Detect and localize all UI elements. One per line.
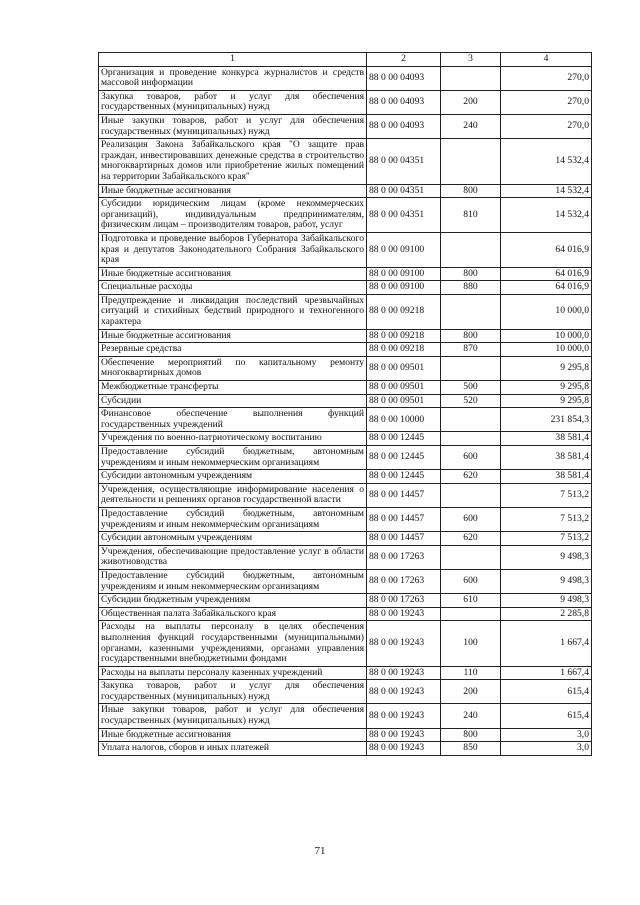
row-code-cell: 88 0 00 19243 xyxy=(367,742,441,756)
row-name-cell: Реализация Закона Забайкальского края "О защите прав граждан, инвестировавших денежные средства в строительство многоквартирных домов или приобретение жилых помещений на территории Забайкальского края" xyxy=(99,139,367,184)
row-expense-type-cell: 870 xyxy=(441,343,501,357)
row-code-cell: 88 0 00 04093 xyxy=(367,114,441,138)
row-amount-cell: 3,0 xyxy=(501,742,592,756)
row-code-cell: 88 0 00 19243 xyxy=(367,607,441,621)
row-code-cell: 88 0 00 04351 xyxy=(367,139,441,184)
row-code-cell: 88 0 00 14457 xyxy=(367,507,441,531)
table-row xyxy=(99,267,592,281)
table-row xyxy=(99,184,592,198)
table-row xyxy=(99,294,592,329)
row-expense-type-cell xyxy=(441,294,501,329)
row-amount-cell: 14 532,4 xyxy=(501,198,592,233)
row-amount-cell: 38 581,4 xyxy=(501,446,592,470)
row-amount-cell: 3,0 xyxy=(501,728,592,742)
row-expense-type-cell xyxy=(441,66,501,90)
row-amount-cell: 10 000,0 xyxy=(501,329,592,343)
table-row xyxy=(99,532,592,546)
row-name-cell: Подготовка и проведение выборов Губернатора Забайкальского края и депутатов Законодательного Собрания Забайкальского края xyxy=(99,232,367,267)
row-code-cell: 88 0 00 09501 xyxy=(367,381,441,395)
row-amount-cell: 270,0 xyxy=(501,114,592,138)
row-amount-cell: 64 016,9 xyxy=(501,281,592,295)
row-name-cell: Иные бюджетные ассигнования xyxy=(99,184,367,198)
row-name-cell: Субсидии автономным учреждениям xyxy=(99,470,367,484)
row-name-cell: Учреждения, обеспечивающие предоставление услуг в области животноводства xyxy=(99,545,367,569)
row-name-cell: Закупка товаров, работ и услуг для обеспечения государственных (муниципальных) нужд xyxy=(99,680,367,704)
row-expense-type-cell: 240 xyxy=(441,704,501,728)
row-expense-type-cell: 620 xyxy=(441,470,501,484)
row-expense-type-cell: 240 xyxy=(441,114,501,138)
row-code-cell: 88 0 00 17263 xyxy=(367,569,441,593)
row-expense-type-cell: 600 xyxy=(441,446,501,470)
row-amount-cell: 231 854,3 xyxy=(501,408,592,432)
row-name-cell: Учреждения по военно-патриотическому воспитанию xyxy=(99,432,367,446)
row-code-cell: 88 0 00 19243 xyxy=(367,728,441,742)
row-expense-type-cell: 810 xyxy=(441,198,501,233)
row-amount-cell: 38 581,4 xyxy=(501,470,592,484)
row-amount-cell: 10 000,0 xyxy=(501,294,592,329)
row-amount-cell: 9 295,8 xyxy=(501,356,592,380)
row-name-cell: Субсидии бюджетным учреждениям xyxy=(99,594,367,608)
row-amount-cell: 9 498,3 xyxy=(501,545,592,569)
row-amount-cell: 615,4 xyxy=(501,704,592,728)
row-code-cell: 88 0 00 09501 xyxy=(367,356,441,380)
row-name-cell: Специальные расходы xyxy=(99,281,367,295)
table-row xyxy=(99,281,592,295)
row-expense-type-cell: 520 xyxy=(441,394,501,408)
row-name-cell: Закупка товаров, работ и услуг для обеспечения государственных (муниципальных) нужд xyxy=(99,90,367,114)
row-expense-type-cell: 610 xyxy=(441,594,501,608)
row-amount-cell: 7 513,2 xyxy=(501,483,592,507)
row-expense-type-cell xyxy=(441,607,501,621)
row-name-cell: Предоставление субсидий бюджетным, автономным учреждениям и иным некоммерческим организациям xyxy=(99,569,367,593)
table-row xyxy=(99,90,592,114)
row-code-cell: 88 0 00 04351 xyxy=(367,198,441,233)
budget-table xyxy=(98,52,592,756)
row-amount-cell: 615,4 xyxy=(501,680,592,704)
table-row xyxy=(99,329,592,343)
row-expense-type-cell: 880 xyxy=(441,281,501,295)
row-name-cell: Субсидии автономным учреждениям xyxy=(99,532,367,546)
table-row xyxy=(99,232,592,267)
row-name-cell: Иные бюджетные ассигнования xyxy=(99,267,367,281)
table-row xyxy=(99,483,592,507)
row-code-cell: 88 0 00 19243 xyxy=(367,680,441,704)
row-code-cell: 88 0 00 04093 xyxy=(367,90,441,114)
row-expense-type-cell: 800 xyxy=(441,267,501,281)
row-expense-type-cell: 800 xyxy=(441,329,501,343)
row-amount-cell: 7 513,2 xyxy=(501,532,592,546)
row-expense-type-cell xyxy=(441,139,501,184)
row-amount-cell: 9 498,3 xyxy=(501,594,592,608)
row-expense-type-cell xyxy=(441,545,501,569)
table-row xyxy=(99,343,592,357)
table-row xyxy=(99,139,592,184)
row-name-cell: Организация и проведение конкурса журналистов и средств массовой информации xyxy=(99,66,367,90)
row-name-cell: Резервные средства xyxy=(99,343,367,357)
row-code-cell: 88 0 00 14457 xyxy=(367,532,441,546)
row-expense-type-cell: 800 xyxy=(441,184,501,198)
table-row xyxy=(99,446,592,470)
row-code-cell: 88 0 00 19243 xyxy=(367,621,441,666)
row-expense-type-cell xyxy=(441,408,501,432)
row-code-cell: 88 0 00 17263 xyxy=(367,545,441,569)
row-name-cell: Предупреждение и ликвидация последствий чрезвычайных ситуаций и стихийных бедствий природного и техногенного характера xyxy=(99,294,367,329)
table-row xyxy=(99,621,592,666)
row-amount-cell: 7 513,2 xyxy=(501,507,592,531)
table-row xyxy=(99,666,592,680)
header-col-4: 4 xyxy=(501,53,592,67)
row-code-cell: 88 0 00 17263 xyxy=(367,594,441,608)
row-code-cell: 88 0 00 09100 xyxy=(367,281,441,295)
table-row xyxy=(99,114,592,138)
row-expense-type-cell: 110 xyxy=(441,666,501,680)
row-name-cell: Расходы на выплаты персоналу в целях обеспечения выполнения функций государственными (муниципальными) органами, казенными учреждениями, органами управления государственными внебюджетными фондами xyxy=(99,621,367,666)
row-amount-cell: 64 016,9 xyxy=(501,232,592,267)
row-name-cell: Иные бюджетные ассигнования xyxy=(99,728,367,742)
row-name-cell: Общественная палата Забайкальского края xyxy=(99,607,367,621)
row-code-cell: 88 0 00 19243 xyxy=(367,704,441,728)
row-name-cell: Иные закупки товаров, работ и услуг для обеспечения государственных (муниципальных) нужд xyxy=(99,114,367,138)
row-amount-cell: 64 016,9 xyxy=(501,267,592,281)
row-code-cell: 88 0 00 12445 xyxy=(367,446,441,470)
row-name-cell: Иные бюджетные ассигнования xyxy=(99,329,367,343)
row-expense-type-cell xyxy=(441,483,501,507)
table-row xyxy=(99,545,592,569)
row-code-cell: 88 0 00 04093 xyxy=(367,66,441,90)
row-expense-type-cell: 200 xyxy=(441,90,501,114)
row-expense-type-cell: 600 xyxy=(441,507,501,531)
row-expense-type-cell: 100 xyxy=(441,621,501,666)
row-amount-cell: 14 532,4 xyxy=(501,139,592,184)
table-row xyxy=(99,432,592,446)
row-name-cell: Субсидии юридическим лицам (кроме некоммерческих организаций), индивидуальным предпринимателям, физическим лицам – производителям товаров, работ, услуг xyxy=(99,198,367,233)
row-code-cell: 88 0 00 10000 xyxy=(367,408,441,432)
row-amount-cell: 38 581,4 xyxy=(501,432,592,446)
table-row xyxy=(99,381,592,395)
row-amount-cell: 1 667,4 xyxy=(501,666,592,680)
table-row xyxy=(99,607,592,621)
row-name-cell: Обеспечение мероприятий по капитальному ремонту многоквартирных домов xyxy=(99,356,367,380)
row-amount-cell: 1 667,4 xyxy=(501,621,592,666)
table-row xyxy=(99,470,592,484)
row-name-cell: Предоставление субсидий бюджетным, автономным учреждениям и иным некоммерческим организациям xyxy=(99,507,367,531)
header-col-2: 2 xyxy=(367,53,441,67)
row-expense-type-cell: 620 xyxy=(441,532,501,546)
row-name-cell: Субсидии xyxy=(99,394,367,408)
row-expense-type-cell xyxy=(441,356,501,380)
row-amount-cell: 270,0 xyxy=(501,90,592,114)
table-row xyxy=(99,569,592,593)
table-row xyxy=(99,66,592,90)
header-col-1: 1 xyxy=(99,53,367,67)
row-amount-cell: 10 000,0 xyxy=(501,343,592,357)
row-expense-type-cell: 600 xyxy=(441,569,501,593)
table-row xyxy=(99,394,592,408)
row-amount-cell: 9 498,3 xyxy=(501,569,592,593)
row-expense-type-cell: 850 xyxy=(441,742,501,756)
row-name-cell: Иные закупки товаров, работ и услуг для обеспечения государственных (муниципальных) нужд xyxy=(99,704,367,728)
row-code-cell: 88 0 00 09100 xyxy=(367,232,441,267)
table-row xyxy=(99,408,592,432)
row-name-cell: Учреждения, осуществляющие информирование населения о деятельности и решениях органов государственной власти xyxy=(99,483,367,507)
row-code-cell: 88 0 00 14457 xyxy=(367,483,441,507)
row-code-cell: 88 0 00 19243 xyxy=(367,666,441,680)
budget-table-container xyxy=(98,52,591,756)
header-col-3: 3 xyxy=(441,53,501,67)
row-code-cell: 88 0 00 12445 xyxy=(367,470,441,484)
table-row xyxy=(99,704,592,728)
table-row xyxy=(99,742,592,756)
row-expense-type-cell: 200 xyxy=(441,680,501,704)
row-code-cell: 88 0 00 09100 xyxy=(367,267,441,281)
row-code-cell: 88 0 00 09501 xyxy=(367,394,441,408)
row-code-cell: 88 0 00 09218 xyxy=(367,294,441,329)
table-row xyxy=(99,198,592,233)
row-name-cell: Межбюджетные трансферты xyxy=(99,381,367,395)
row-expense-type-cell: 500 xyxy=(441,381,501,395)
row-amount-cell: 9 295,8 xyxy=(501,381,592,395)
row-code-cell: 88 0 00 04351 xyxy=(367,184,441,198)
table-body xyxy=(99,66,592,755)
row-code-cell: 88 0 00 12445 xyxy=(367,432,441,446)
table-row xyxy=(99,594,592,608)
table-row xyxy=(99,356,592,380)
row-amount-cell: 2 285,8 xyxy=(501,607,592,621)
row-name-cell: Уплата налогов, сборов и иных платежей xyxy=(99,742,367,756)
row-name-cell: Предоставление субсидий бюджетным, автономным учреждениям и иным некоммерческим организациям xyxy=(99,446,367,470)
row-expense-type-cell xyxy=(441,432,501,446)
table-row xyxy=(99,680,592,704)
row-code-cell: 88 0 00 09218 xyxy=(367,343,441,357)
row-amount-cell: 9 295,8 xyxy=(501,394,592,408)
table-row xyxy=(99,728,592,742)
row-expense-type-cell xyxy=(441,232,501,267)
header-row xyxy=(99,53,592,67)
row-expense-type-cell: 800 xyxy=(441,728,501,742)
table-row xyxy=(99,507,592,531)
row-amount-cell: 270,0 xyxy=(501,66,592,90)
row-name-cell: Финансовое обеспечение выполнения функций государственных учреждений xyxy=(99,408,367,432)
page-number: 71 xyxy=(314,845,326,857)
row-name-cell: Расходы на выплаты персоналу казенных учреждений xyxy=(99,666,367,680)
row-code-cell: 88 0 00 09218 xyxy=(367,329,441,343)
row-amount-cell: 14 532,4 xyxy=(501,184,592,198)
